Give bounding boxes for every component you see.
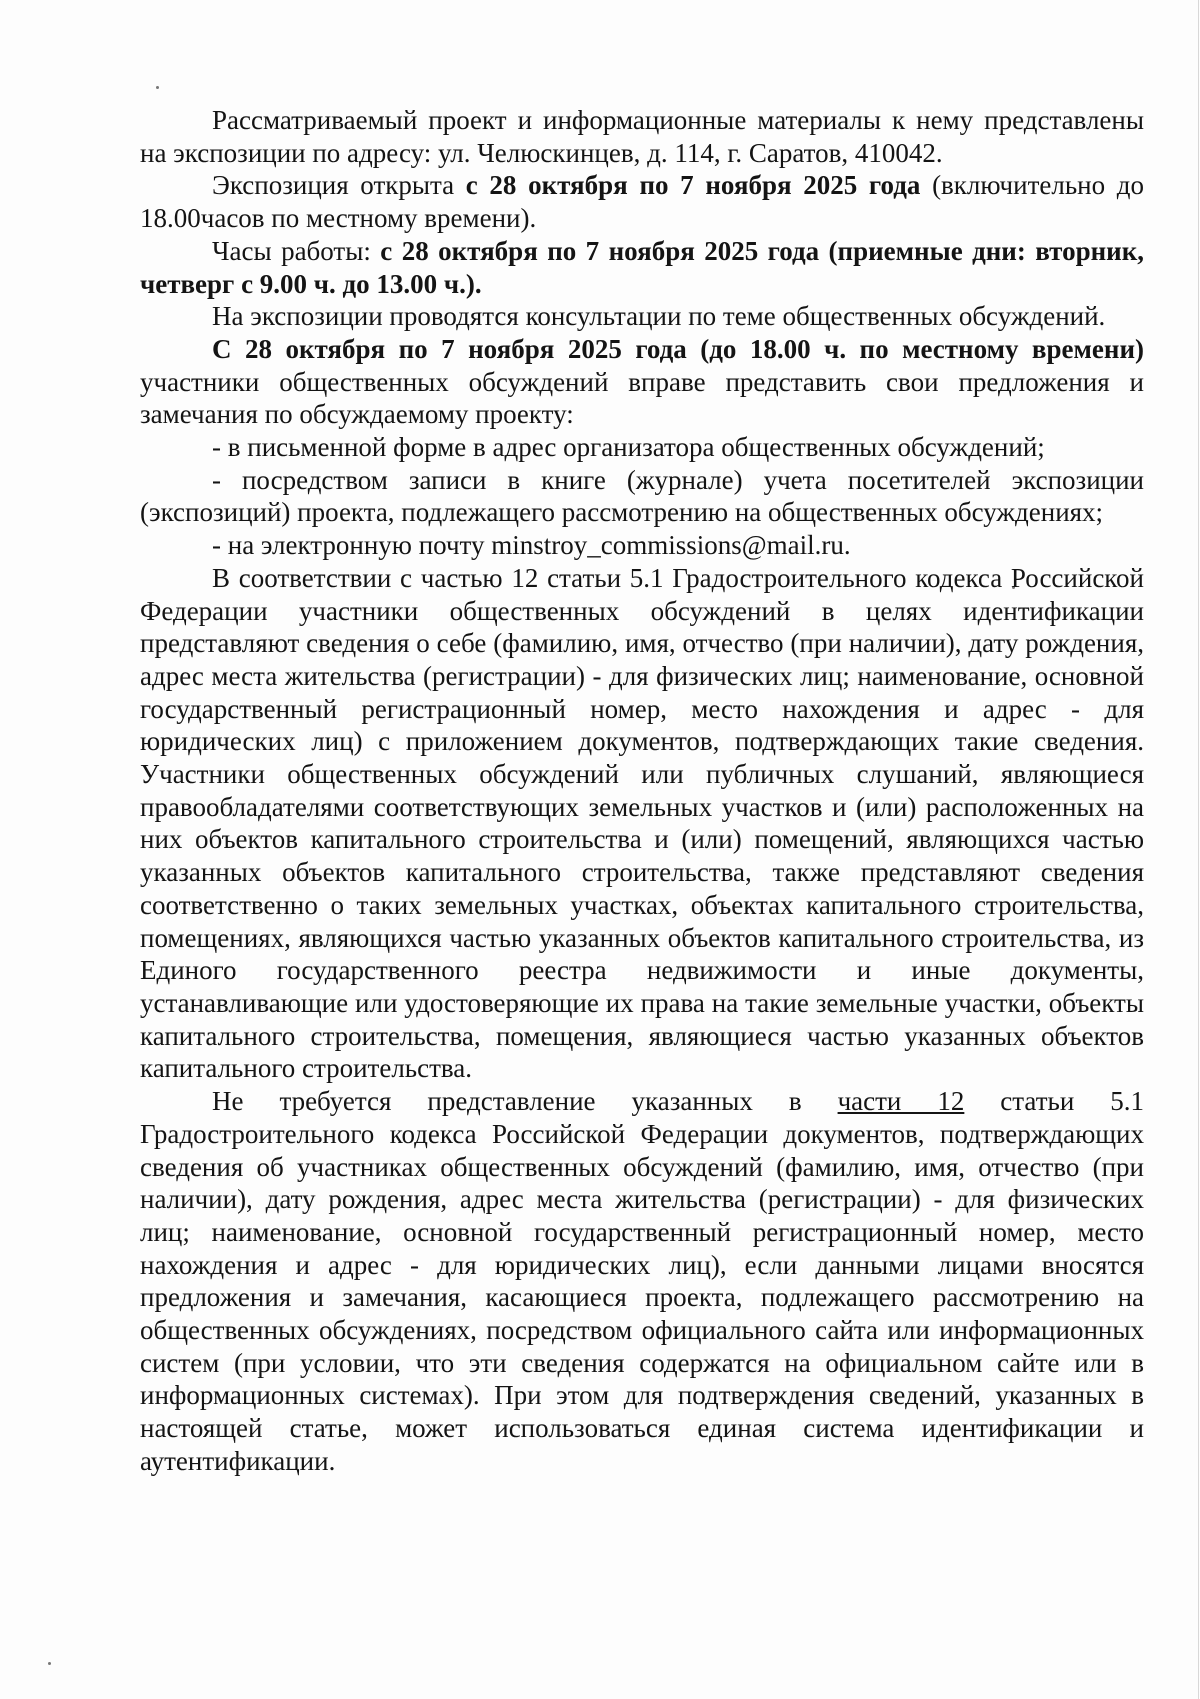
page-edge <box>1198 0 1199 1699</box>
paragraph-consultations: На экспозиции проводятся консультации по теме общественных обсуждений. <box>212 301 1106 332</box>
bold-period: С 28 октября по 7 ноября 2025 года (до 18.00 ч. по местному времени) <box>212 333 1144 364</box>
text-span: Не требуется представление указанных в <box>212 1086 838 1117</box>
paragraph-working-hours <box>140 235 1144 300</box>
list-item-journal: - посредством записи в книге (журнале) учета посетителей экспозиции (экспозиций) проекта, подлежащего рассмотрению на общественных обсуждениях; <box>140 464 1144 528</box>
list-item-written: - в письменной форме в адрес организатора общественных обсуждений; <box>212 432 1045 463</box>
bold-dates: с 28 октября по 7 ноября 2025 года <box>465 170 921 201</box>
paragraph-submission-period <box>140 333 1144 431</box>
scan-speck <box>156 86 159 89</box>
paragraph-exemption <box>140 1085 1144 1477</box>
list-item-email: - на электронную почту minstroy_commissions@mail.ru. <box>212 530 851 561</box>
text-span: участники общественных обсуждений вправе представить свои предложения и замечания по обсуждаемому проекту: <box>140 366 1144 430</box>
text-span: Часы работы: <box>212 235 381 266</box>
document-body <box>140 104 1144 1478</box>
paragraph-identification: В соответствии с частью 12 статьи 5.1 Градостроительного кодекса Российской Федерации участники общественных обсуждений в целях идентификации представляют сведения о себе (фамилию, имя, отчество (при наличии), дату рождения, адрес места жительства (регистрации) - для физических лиц; наименование, основной государственный регистрационный номер, место нахождения и адрес - для юридических лиц) с приложением документов, подтверждающих такие сведения. Участники общественных обсуждений или публичных слушаний, являющиеся правообладателями соответствующих земельных участков и (или) расположенных на них объектов капитального строительства и (или) помещений, являющихся частью указанных объектов капитального строительства, также представляют сведения соответственно о таких земельных участках, объектах капитального строительства, помещениях, являющихся частью указанных объектов капитального строительства, из Единого государственного реестра недвижимости и иные документы, устанавливающие или удостоверяющие их права на такие земельные участки, объекты капитального строительства, помещения, являющиеся частью указанных объектов капитального строительства. <box>140 562 1144 1084</box>
paragraph-exposition-dates <box>140 169 1144 234</box>
law-reference-link[interactable]: части 12 <box>837 1086 965 1117</box>
text-span: Экспозиция открыта <box>212 170 466 201</box>
text-span: статьи 5.1 Градостроительного кодекса Российской Федерации документов, подтверждающих сведения об участниках общественных обсуждений (фамилию, имя, отчество (при наличии), дату рождения, адрес места жительства (регистрации) - для физических лиц; наименование, основной государственный регистрационный номер, место нахождения и адрес - для юридических лиц), если данными лицами вносятся предложения и замечания, касающиеся проекта, подлежащего рассмотрению на общественных обсуждениях, посредством официального сайта или информационных систем (при условии, что эти сведения содержатся на официальном сайте или в информационных системах). При этом для подтверждения сведений, указанных в настоящей статье, может использоваться единая система идентификации и аутентификации. <box>140 1086 1144 1476</box>
scan-speck <box>48 1662 51 1665</box>
text-span: (включительно до 18.00часов по местному времени). <box>140 170 1144 234</box>
bold-hours: с 28 октября по 7 ноября 2025 года (приемные дни: вторник, четверг с 9.00 ч. до 13.00 ч.). <box>140 235 1145 299</box>
paragraph-exposition-address: Рассматриваемый проект и информационные материалы к нему представлены на экспозиции по адресу: ул. Челюскинцев, д. 114, г. Саратов, 410042. <box>140 105 1144 168</box>
